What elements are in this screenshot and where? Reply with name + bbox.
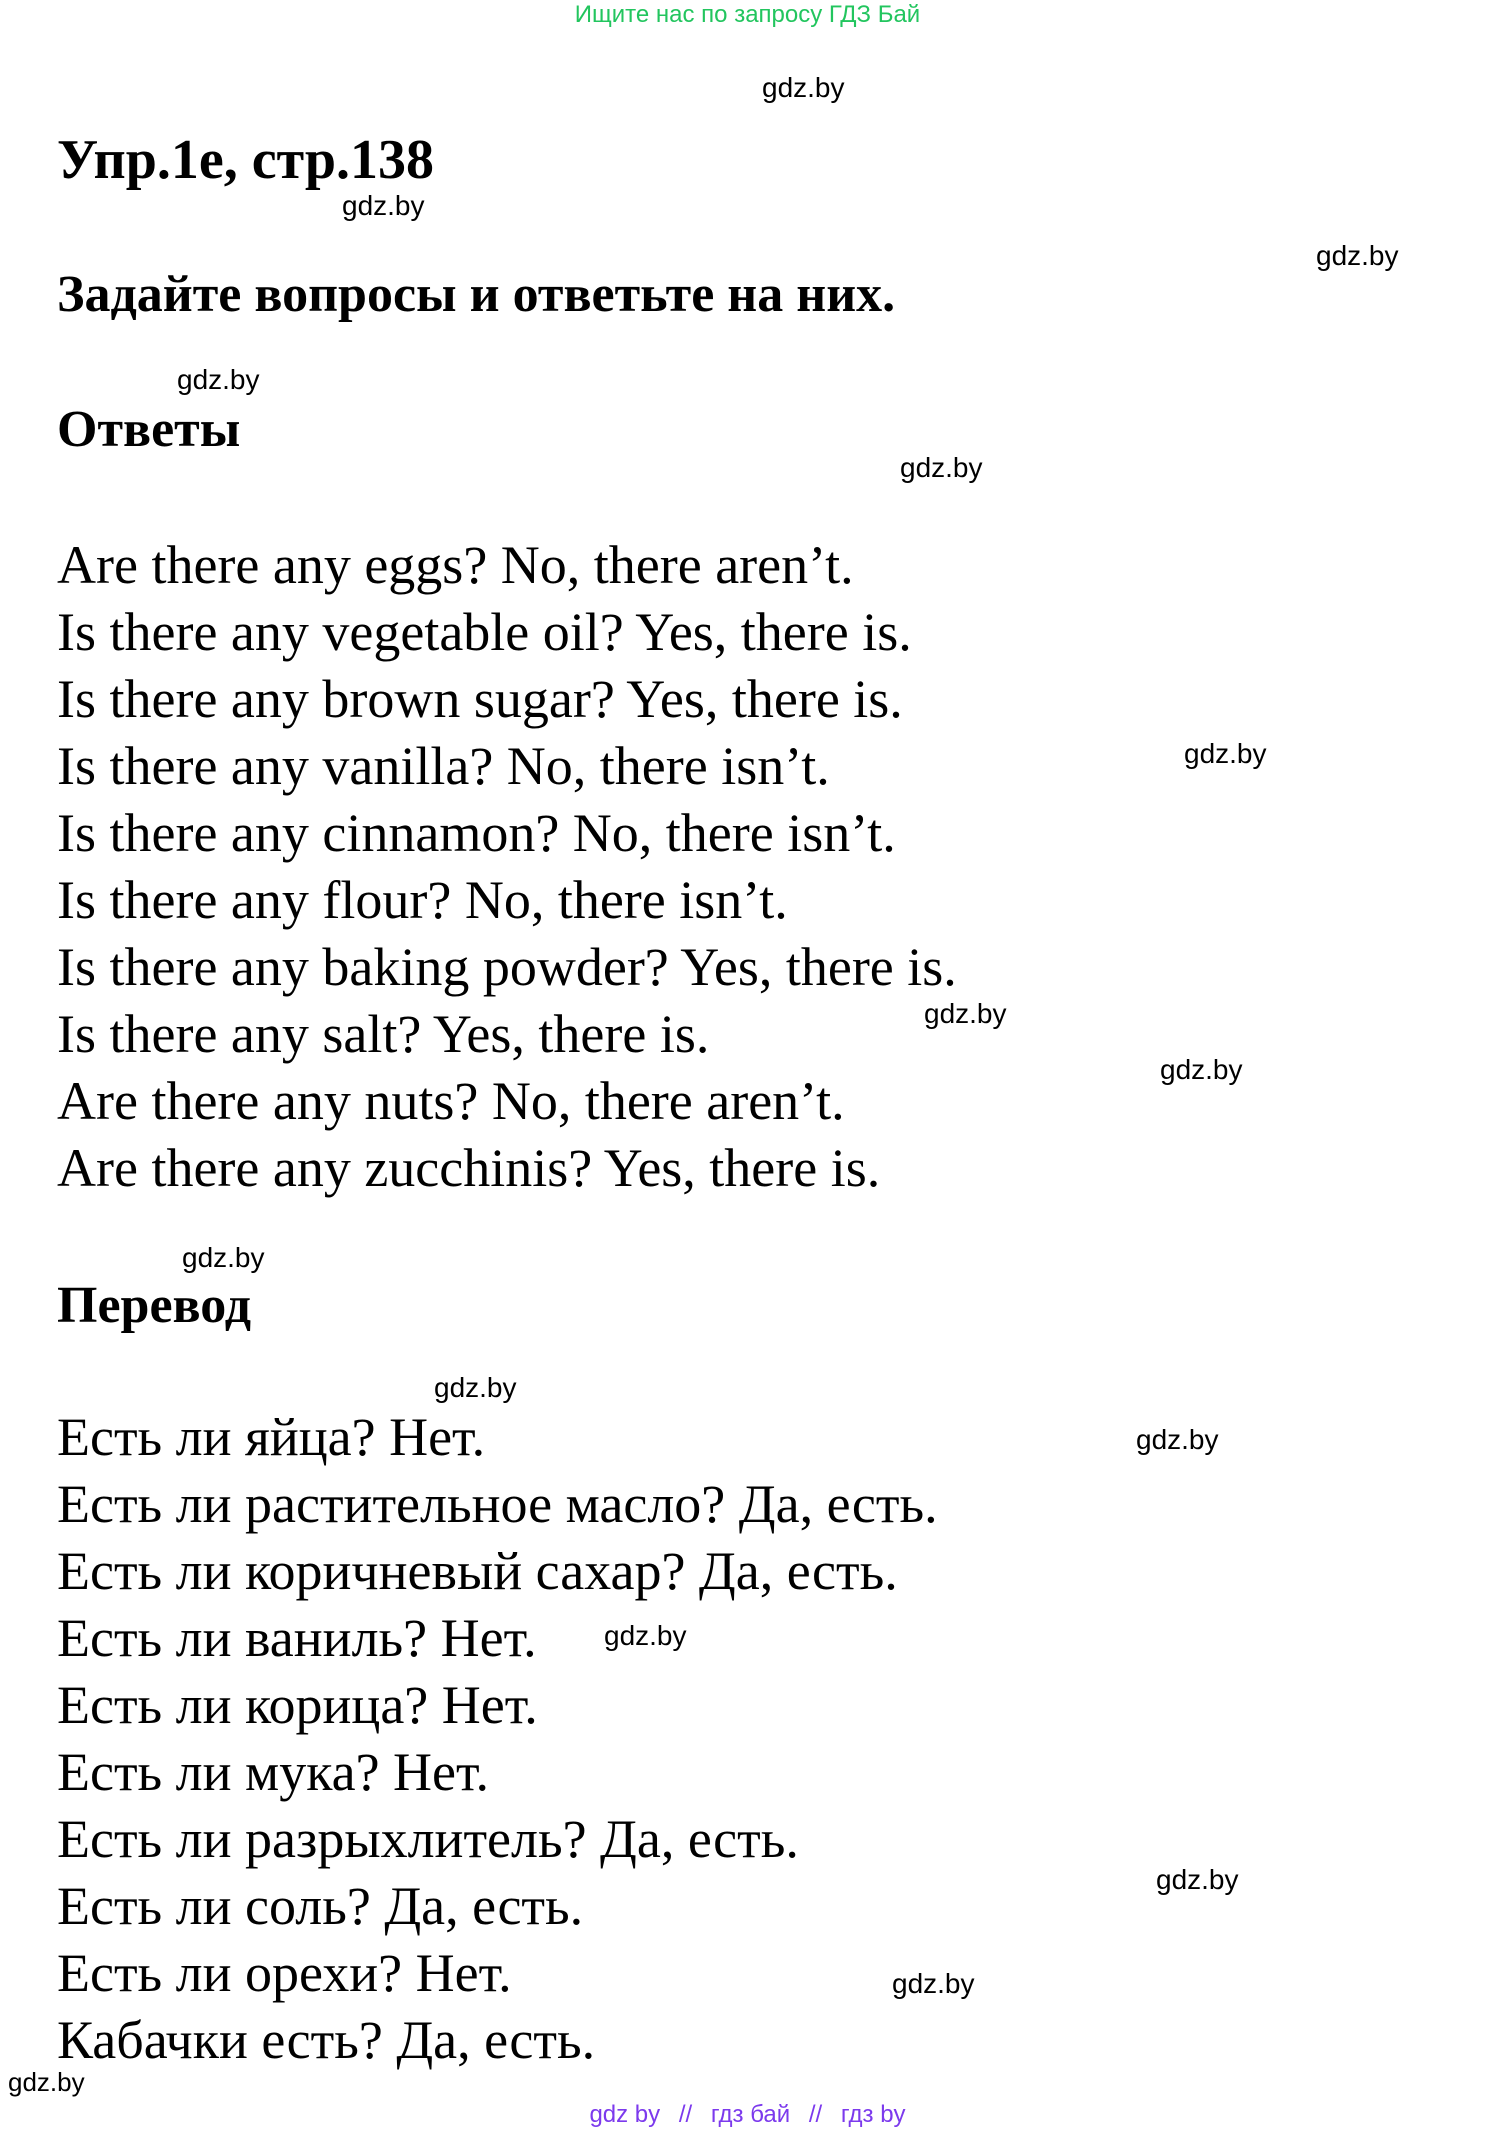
watermark: gdz.by [1316, 240, 1399, 271]
watermark: gdz.by [434, 1372, 517, 1403]
translation-line: Есть ли растительное масло? Да, есть. [57, 1474, 938, 1534]
translation-line: Есть ли коричневый сахар? Да, есть. [57, 1541, 898, 1601]
footer-separator: // [808, 2101, 823, 2128]
answer-line: Are there any nuts? No, there aren’t. [57, 1071, 845, 1131]
watermark: gdz.by [604, 1620, 687, 1651]
watermark: gdz.by [1160, 1054, 1243, 1085]
footer-links [0, 2100, 1495, 2130]
translation-line: Есть ли орехи? Нет. [57, 1943, 512, 2003]
footer-link[interactable]: gdz by [589, 2101, 661, 2128]
answer-line: Are there any eggs? No, there aren’t. [57, 535, 854, 595]
watermark: gdz.by [342, 190, 425, 221]
answer-line: Are there any zucchinis? Yes, there is. [57, 1138, 881, 1198]
watermark: gdz.by [8, 2067, 85, 2097]
translation-line: Кабачки есть? Да, есть. [57, 2010, 596, 2070]
task-instruction: Задайте вопросы и ответьте на них. [57, 266, 896, 323]
answer-line: Is there any baking powder? Yes, there is. [57, 937, 957, 997]
translation-line: Есть ли мука? Нет. [57, 1742, 490, 1802]
watermark: gdz.by [762, 72, 845, 103]
translation-list [57, 1404, 938, 2074]
watermark: gdz.by [892, 1968, 975, 1999]
answer-line: Is there any cinnamon? No, there isn’t. [57, 803, 896, 863]
watermark: gdz.by [924, 998, 1007, 1029]
answers-list [57, 532, 957, 1202]
watermark: gdz.by [900, 452, 983, 483]
translation-heading: Перевод [57, 1277, 252, 1334]
answer-line: Is there any vanilla? No, there isn’t. [57, 736, 830, 796]
answer-line: Is there any vegetable oil? Yes, there is. [57, 602, 912, 662]
watermark: gdz.by [177, 364, 260, 395]
answer-line: Is there any flour? No, there isn’t. [57, 870, 788, 930]
translation-line: Есть ли соль? Да, есть. [57, 1876, 584, 1936]
translation-line: Есть ли корица? Нет. [57, 1675, 538, 1735]
watermark: gdz.by [1136, 1424, 1219, 1455]
top-banner[interactable]: Ищите нас по запросу ГДЗ Бай [574, 1, 921, 28]
translation-line: Есть ли разрыхлитель? Да, есть. [57, 1809, 799, 1869]
answers-heading: Ответы [57, 401, 241, 458]
watermark: gdz.by [1184, 738, 1267, 769]
watermark: gdz.by [1156, 1864, 1239, 1895]
translation-line: Есть ли ваниль? Нет. [57, 1608, 537, 1668]
footer-link[interactable]: гдз бай [710, 2101, 791, 2128]
answer-line: Is there any salt? Yes, there is. [57, 1004, 710, 1064]
translation-line: Есть ли яйца? Нет. [57, 1407, 486, 1467]
watermark: gdz.by [182, 1242, 265, 1273]
answer-line: Is there any brown sugar? Yes, there is. [57, 669, 903, 729]
footer-separator: // [678, 2101, 693, 2128]
footer-link[interactable]: гдз by [840, 2101, 906, 2128]
page-title: Упр.1e, стр.138 [57, 129, 434, 191]
